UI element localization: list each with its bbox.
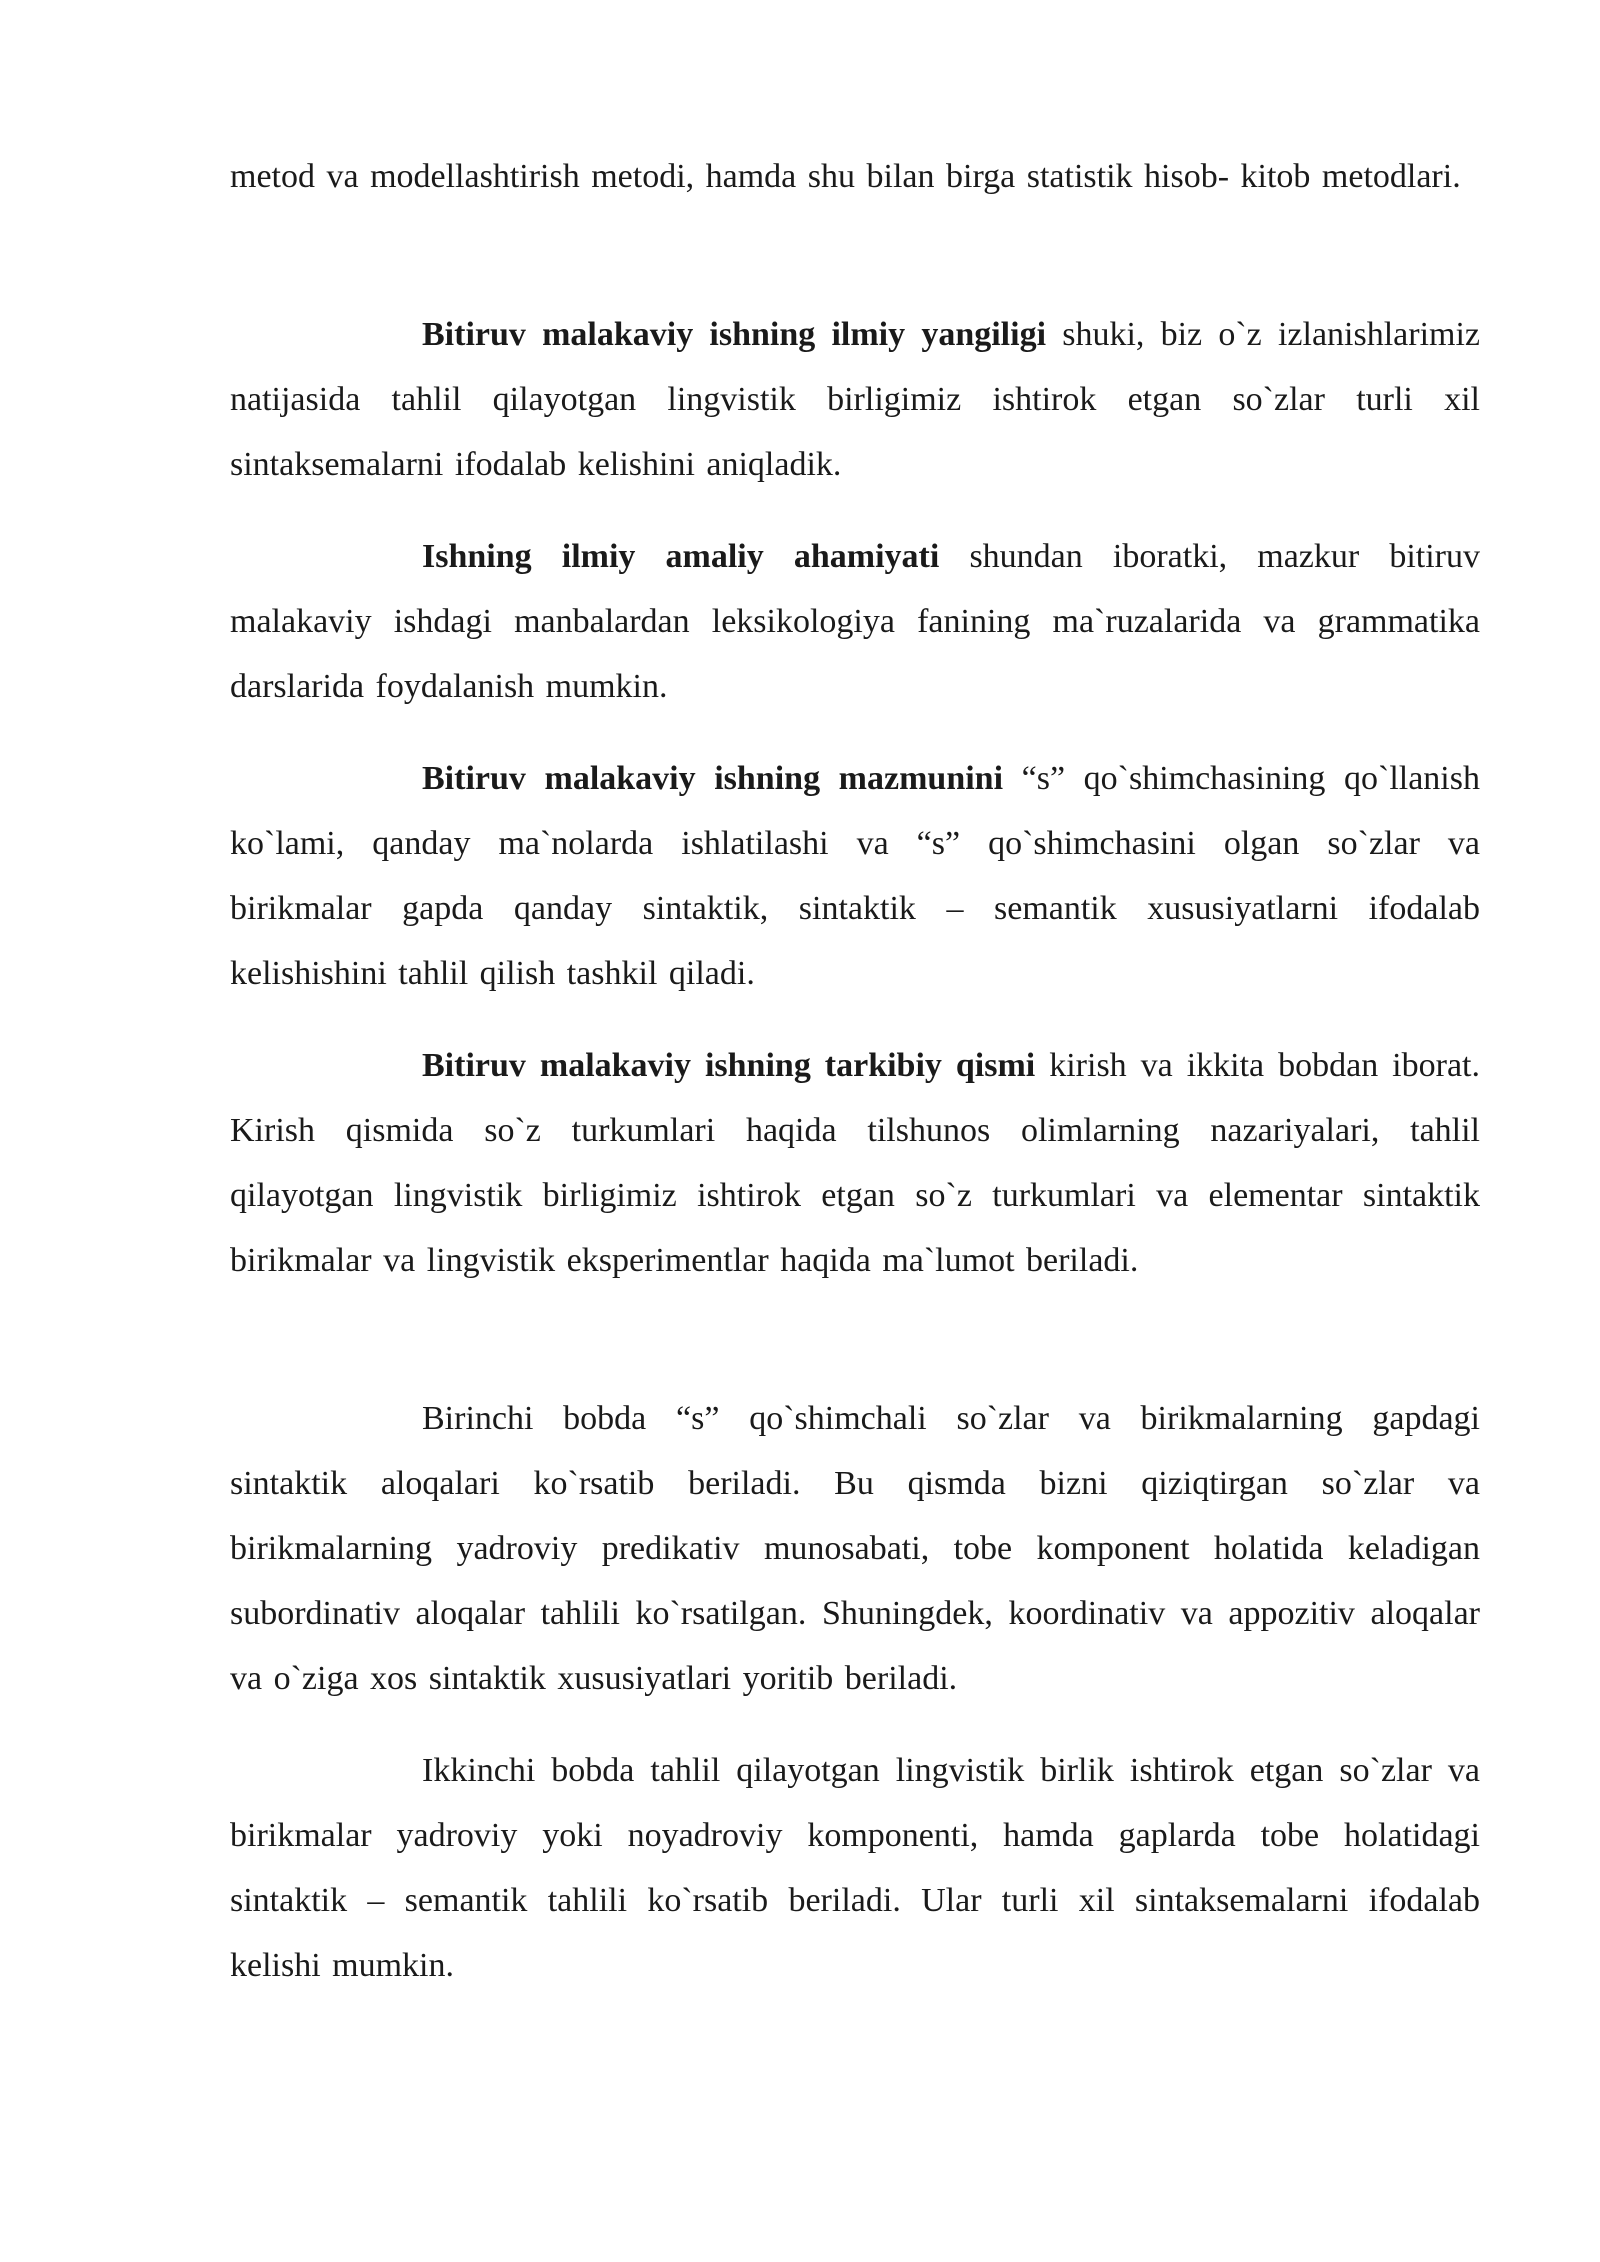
- paragraph-heading: Bitiruv malakaviy ishning mazmunini: [422, 760, 1004, 797]
- paragraph-heading: Ishning ilmiy amaliy ahamiyati: [422, 538, 940, 575]
- paragraph-text: metod va modellashtirish metodi, hamda shu bilan birga statistik hisob- kitob metodlari.: [230, 158, 1461, 195]
- paragraph-text: shuki, biz o`z izlanishlarimiz natijasida tahlil qilayotgan lingvistik birligimiz ishtirok etgan so`zlar turli xil sintaksemalarni ifodalab kelishini aniqladik.: [230, 316, 1480, 483]
- paragraph-methods: [230, 144, 1480, 209]
- paragraph-text: Birinchi bobda “s” qo`shimchali so`zlar va birikmalarning gapdagi sintaktik aloqalari ko`rsatib beriladi. Bu qismda bizni qiziqtirgan so`zlar va birikmalarning yadroviy predikativ munosabati, tobe komponent holatida keladigan subordinativ aloqalar tahlili ko`rsatilgan. Shuningdek, koordinativ va appozitiv aloqalar va o`ziga xos sintaktik xususiyatlari yoritib beriladi.: [230, 1400, 1480, 1697]
- paragraph-content: [230, 746, 1480, 1006]
- paragraph-chapter-one: [230, 1386, 1480, 1711]
- paragraph-chapter-two: [230, 1738, 1480, 1998]
- paragraph-heading: Bitiruv malakaviy ishning ilmiy yangiligi: [422, 316, 1047, 353]
- paragraph-heading: Bitiruv malakaviy ishning tarkibiy qismi: [422, 1047, 1036, 1084]
- paragraph-text: kirish va ikkita bobdan iborat. Kirish qismida so`z turkumlari haqida tilshunos olimlarning nazariyalari, tahlil qilayotgan lingvistik birligimiz ishtirok etgan so`z turkumlari va elementar sintaktik birikmalar va lingvistik eksperimentlar haqida ma`lumot beriladi.: [230, 1047, 1480, 1279]
- paragraph-structure: [230, 1033, 1480, 1293]
- paragraph-practical-significance: [230, 524, 1480, 719]
- paragraph-text: Ikkinchi bobda tahlil qilayotgan lingvistik birlik ishtirok etgan so`zlar va birikmalar yadroviy yoki noyadroviy komponenti, hamda gaplarda tobe holatidagi sintaktik – semantik tahlili ko`rsatib beriladi. Ular turli xil sintaksemalarni ifodalab kelishi mumkin.: [230, 1752, 1480, 1984]
- paragraph-text: “s” qo`shimchasining qo`llanish ko`lami, qanday ma`nolarda ishlatilashi va “s” qo`shimchasini olgan so`zlar va birikmalar gapda qanday sintaktik, sintaktik – semantik xususiyatlarni ifodalab kelishishini tahlil qilish tashkil qiladi.: [230, 760, 1480, 992]
- paragraph-text: shundan iboratki, mazkur bitiruv malakaviy ishdagi manbalardan leksikologiya fanining ma`ruzalarida va grammatika darslarida foydalanish mumkin.: [230, 538, 1480, 705]
- paragraph-scientific-novelty: [230, 302, 1480, 497]
